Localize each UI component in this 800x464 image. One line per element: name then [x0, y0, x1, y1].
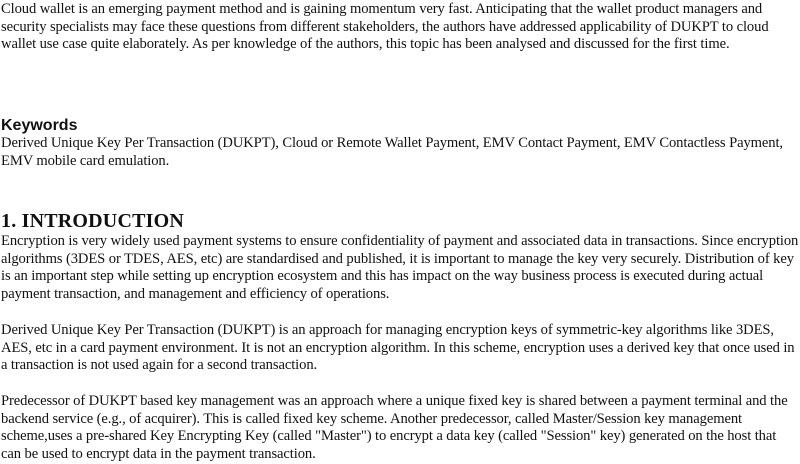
introduction-paragraph-2: Derived Unique Key Per Transaction (DUKPT) is an approach for managing encryption keys of symmetric-key algorithms like 3DES, AES, etc in a card payment environment. It is not an encryption algorithm. In this scheme, encryption uses a derived key that once used in a transaction is not used again for a second transaction.: [1, 322, 795, 374]
keywords-text: Derived Unique Key Per Transaction (DUKPT), Cloud or Remote Wallet Payment, EMV Contact Payment, EMV Contactless Payment, EMV mobile card emulation.: [1, 135, 783, 169]
introduction-paragraph-3: Predecessor of DUKPT based key management was an approach where a unique fixed key is shared between a payment terminal and the backend service (e.g., of acquirer). This is called fixed key scheme. Another predecessor, called Master/Session key management scheme,uses a pre-shared Key Encrypting Key (called "Master") to encrypt a data key (called "Session" key) generated on the host that can be used to encrypt data in the payment transaction.: [1, 393, 788, 463]
abstract-paragraph: Cloud wallet is an emerging payment method and is gaining momentum very fast. Anticipating that the wallet product managers and security specialists may face these questions from different stakeholders, the authors have addressed applicability of DUKPT to cloud wallet use case quite elaborately. As per knowledge of the authors, this topic has been analysed and discussed for the first time.: [1, 1, 769, 53]
introduction-heading: 1. INTRODUCTION: [1, 210, 185, 232]
introduction-paragraph-1: Encryption is very widely used payment systems to ensure confidentiality of payment and associated data in transactions. Since encryption algorithms (3DES or TDES, AES, etc) are standardised and published, it is important to manage the key very securely. Distribution of key is an important step while setting up encryption ecosystem and this has impact on the way business process is executed during actual payment transaction, and management and efficiency of operations.: [1, 233, 799, 303]
keywords-heading: Keywords: [1, 117, 78, 134]
